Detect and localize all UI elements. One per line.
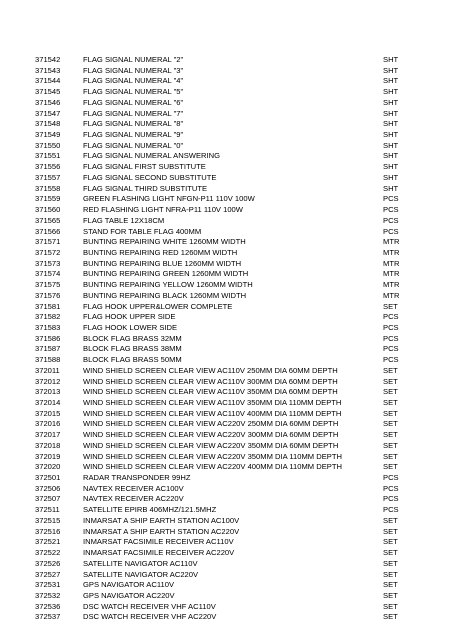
item-description: BLOCK FLAG BRASS 38MM [83, 344, 182, 354]
item-code: 371586 [35, 333, 61, 343]
item-unit: PCS [383, 194, 399, 204]
table-row [35, 216, 413, 227]
item-code: 372536 [35, 601, 61, 611]
table-row [35, 302, 413, 313]
item-description: WIND SHIELD SCREEN CLEAR VIEW AC220V 300MM DIA 60MM DEPTH [83, 430, 339, 440]
item-unit: PCS [383, 226, 399, 236]
item-description: WIND SHIELD SCREEN CLEAR VIEW AC110V 350MM DIA 60MM DEPTH [83, 387, 338, 397]
item-code: 371559 [35, 194, 61, 204]
item-unit: PCS [383, 322, 399, 332]
item-description: FLAG SIGNAL NUMERAL "3" [83, 65, 184, 75]
table-row [35, 76, 413, 87]
item-code: 371549 [35, 130, 61, 140]
item-code: 372537 [35, 612, 61, 622]
item-unit: SHT [383, 108, 399, 118]
item-unit: MTR [383, 280, 400, 290]
item-unit: PCS [383, 355, 399, 365]
item-unit: SHT [383, 183, 399, 193]
table-row [35, 109, 413, 120]
item-description: FLAG SIGNAL SECOND SUBSTITUTE [83, 172, 217, 182]
item-code: 372526 [35, 558, 61, 568]
item-code: 371558 [35, 183, 61, 193]
table-row [35, 55, 413, 66]
item-description: RED FLASHING LIGHT NFRA-P11 110V 100W [83, 205, 243, 215]
item-unit: PCS [383, 344, 399, 354]
table-row [35, 377, 413, 388]
item-description: SATELLITE EPIRB 406MHZ/121.5MHZ [83, 505, 217, 515]
item-code: 371576 [35, 290, 61, 300]
table-row [35, 505, 413, 516]
table-row [35, 151, 413, 162]
item-code: 371575 [35, 280, 61, 290]
item-code: 372531 [35, 580, 61, 590]
item-unit: SET [383, 419, 398, 429]
item-description: BUNTING REPAIRING GREEN 1260MM WIDTH [83, 269, 249, 279]
item-unit: SET [383, 580, 398, 590]
table-row [35, 559, 413, 570]
item-unit: SET [383, 526, 398, 536]
item-description: INMARSAT A SHIP EARTH STATION AC100V [83, 515, 240, 525]
table-row [35, 430, 413, 441]
table-row [35, 355, 413, 366]
item-description: INMARSAT A SHIP EARTH STATION AC220V [83, 526, 240, 536]
item-code: 371572 [35, 247, 61, 257]
table-row [35, 570, 413, 581]
item-code: 371542 [35, 55, 61, 64]
item-code: 372515 [35, 515, 61, 525]
item-unit: SHT [383, 97, 399, 107]
item-description: WIND SHIELD SCREEN CLEAR VIEW AC110V 300MM DIA 60MM DEPTH [83, 376, 338, 386]
item-description: FLAG SIGNAL NUMERAL "2" [83, 55, 184, 64]
table-row [35, 473, 413, 484]
item-code: 371546 [35, 97, 61, 107]
item-code: 371573 [35, 258, 61, 268]
item-code: 371587 [35, 344, 61, 354]
item-table-body [35, 55, 413, 623]
item-code: 372501 [35, 473, 61, 483]
item-unit: PCS [383, 473, 399, 483]
item-description: BUNTING REPAIRING BLACK 1260MM WIDTH [83, 290, 247, 300]
table-row [35, 494, 413, 505]
item-description: SATELLITE NAVIGATOR AC220V [83, 569, 199, 579]
item-code: 372018 [35, 440, 61, 450]
item-description: FLAG SIGNAL NUMERAL "5" [83, 87, 184, 97]
item-code: 371548 [35, 119, 61, 129]
item-unit: SHT [383, 151, 399, 161]
table-row [35, 162, 413, 173]
table-row [35, 591, 413, 602]
table-row [35, 527, 413, 538]
item-description: WIND SHIELD SCREEN CLEAR VIEW AC220V 350MM DIA 60MM DEPTH [83, 440, 339, 450]
item-unit: SET [383, 537, 398, 547]
item-unit: PCS [383, 215, 399, 225]
item-unit: SET [383, 601, 398, 611]
item-description: FLAG SIGNAL NUMERAL ANSWERING [83, 151, 220, 161]
item-description: RADAR TRANSPONDER 99HZ [83, 473, 191, 483]
item-description: WIND SHIELD SCREEN CLEAR VIEW AC220V 350MM DIA 110MM DEPTH [83, 451, 342, 461]
item-unit: SET [383, 440, 398, 450]
item-unit: PCS [383, 483, 399, 493]
item-unit: SHT [383, 140, 399, 150]
table-row [35, 312, 413, 323]
item-description: INMARSAT FACSIMILE RECEIVER AC220V [83, 548, 235, 558]
table-row [35, 291, 413, 302]
table-row [35, 398, 413, 409]
item-unit: PCS [383, 494, 399, 504]
item-unit: SET [383, 548, 398, 558]
table-row [35, 537, 413, 548]
item-code: 372521 [35, 537, 61, 547]
item-description: FLAG TABLE 12X18CM [83, 215, 165, 225]
item-code: 371581 [35, 301, 61, 311]
item-description: SATELLITE NAVIGATOR AC110V [83, 558, 198, 568]
item-description: DSC WATCH RECEIVER VHF AC220V [83, 612, 217, 622]
item-description: WIND SHIELD SCREEN CLEAR VIEW AC220V 400MM DIA 110MM DEPTH [83, 462, 342, 472]
item-description: FLAG SIGNAL NUMERAL "9" [83, 130, 184, 140]
item-unit: SET [383, 612, 398, 622]
table-row [35, 141, 413, 152]
item-table [35, 55, 413, 623]
item-code: 371571 [35, 237, 61, 247]
item-code: 371543 [35, 65, 61, 75]
item-unit: SHT [383, 65, 399, 75]
item-code: 371566 [35, 226, 61, 236]
item-description: WIND SHIELD SCREEN CLEAR VIEW AC110V 250MM DIA 60MM DEPTH [83, 365, 338, 375]
item-description: FLAG SIGNAL THIRD SUBSTITUTE [83, 183, 208, 193]
item-unit: PCS [383, 205, 399, 215]
item-description: GREEN FLASHING LIGHT NFGN-P11 110V 100W [83, 194, 255, 204]
table-row [35, 323, 413, 334]
table-row [35, 334, 413, 345]
table-row [35, 87, 413, 98]
item-description: BUNTING REPAIRING WHITE 1260MM WIDTH [83, 237, 246, 247]
table-row [35, 441, 413, 452]
item-code: 371545 [35, 87, 61, 97]
table-row [35, 173, 413, 184]
item-code: 372011 [35, 365, 60, 375]
item-unit: MTR [383, 237, 400, 247]
item-description: WIND SHIELD SCREEN CLEAR VIEW AC110V 350MM DIA 110MM DEPTH [83, 398, 342, 407]
item-code: 371550 [35, 140, 61, 150]
table-row [35, 119, 413, 130]
table-row [35, 516, 413, 527]
item-code: 372532 [35, 590, 61, 600]
table-row [35, 366, 413, 377]
item-unit: SHT [383, 172, 399, 182]
item-description: FLAG SIGNAL NUMERAL "6" [83, 97, 184, 107]
item-description: BUNTING REPAIRING BLUE 1260MM WIDTH [83, 258, 242, 268]
item-description: BUNTING REPAIRING RED 1260MM WIDTH [83, 247, 238, 257]
table-row [35, 344, 413, 355]
item-description: GPS NAVIGATOR AC110V [83, 580, 175, 590]
item-unit: MTR [383, 247, 400, 257]
item-code: 372507 [35, 494, 61, 504]
table-row [35, 248, 413, 259]
item-code: 371583 [35, 322, 61, 332]
item-unit: SET [383, 590, 398, 600]
table-row [35, 130, 413, 141]
table-row [35, 66, 413, 77]
table-row [35, 269, 413, 280]
item-description: FLAG HOOK UPPER SIDE [83, 312, 176, 322]
item-description: BUNTING REPAIRING YELLOW 1260MM WIDTH [83, 280, 253, 290]
table-row [35, 259, 413, 270]
table-row [35, 205, 413, 216]
table-row [35, 227, 413, 238]
table-row [35, 462, 413, 473]
item-description: BLOCK FLAG BRASS 50MM [83, 355, 182, 365]
table-row [35, 548, 413, 559]
item-unit: SET [383, 301, 398, 311]
item-code: 371557 [35, 172, 61, 182]
table-row [35, 580, 413, 591]
item-code: 372014 [35, 398, 61, 407]
item-unit: MTR [383, 290, 400, 300]
item-unit: SET [383, 515, 398, 525]
item-code: 372019 [35, 451, 61, 461]
item-unit: MTR [383, 258, 400, 268]
table-row [35, 419, 413, 430]
item-unit: SHT [383, 55, 399, 64]
item-description: DSC WATCH RECEIVER VHF AC110V [83, 601, 216, 611]
item-unit: SET [383, 376, 398, 386]
item-code: 371556 [35, 162, 61, 172]
item-unit: SHT [383, 130, 399, 140]
item-unit: SHT [383, 87, 399, 97]
item-description: INMARSAT FACSIMILE RECEIVER AC110V [83, 537, 234, 547]
item-unit: SET [383, 387, 398, 397]
item-description: GPS NAVIGATOR AC220V [83, 590, 175, 600]
item-description: FLAG HOOK LOWER SIDE [83, 322, 178, 332]
item-description: WIND SHIELD SCREEN CLEAR VIEW AC110V 400MM DIA 110MM DEPTH [83, 408, 342, 418]
item-unit: SHT [383, 76, 399, 86]
item-code: 372527 [35, 569, 61, 579]
table-row [35, 484, 413, 495]
item-unit: SET [383, 462, 398, 472]
item-description: FLAG SIGNAL NUMERAL "4" [83, 76, 184, 86]
item-unit: PCS [383, 505, 399, 515]
item-unit: SET [383, 451, 398, 461]
table-row [35, 602, 413, 613]
item-unit: SET [383, 408, 398, 418]
item-code: 371582 [35, 312, 61, 322]
item-description: FLAG SIGNAL NUMERAL "7" [83, 108, 184, 118]
item-unit: SHT [383, 162, 399, 172]
item-code: 371574 [35, 269, 61, 279]
item-code: 372012 [35, 376, 61, 386]
table-row [35, 194, 413, 205]
table-row [35, 237, 413, 248]
table-row [35, 184, 413, 195]
item-code: 372017 [35, 430, 61, 440]
item-description: FLAG SIGNAL NUMERAL "0" [83, 140, 184, 150]
item-description: STAND FOR TABLE FLAG 400MM [83, 226, 202, 236]
item-code: 371547 [35, 108, 61, 118]
item-code: 371560 [35, 205, 61, 215]
table-row [35, 452, 413, 463]
item-description: NAVTEX RECEIVER AC220V [83, 494, 184, 504]
item-unit: SET [383, 569, 398, 579]
item-unit: SET [383, 365, 398, 375]
item-code: 372016 [35, 419, 61, 429]
item-unit: PCS [383, 312, 399, 322]
item-code: 371588 [35, 355, 61, 365]
item-description: NAVTEX RECEIVER AC100V [83, 483, 184, 493]
item-description: FLAG SIGNAL FIRST SUBSTITUTE [83, 162, 206, 172]
table-row [35, 280, 413, 291]
table-row [35, 98, 413, 109]
item-code: 371565 [35, 215, 61, 225]
item-code: 372015 [35, 408, 61, 418]
item-code: 372516 [35, 526, 61, 536]
item-description: WIND SHIELD SCREEN CLEAR VIEW AC220V 250MM DIA 60MM DEPTH [83, 419, 339, 429]
item-code: 372020 [35, 462, 61, 472]
table-row [35, 612, 413, 623]
item-code: 372013 [35, 387, 61, 397]
item-code: 371551 [35, 151, 61, 161]
item-unit: SHT [383, 119, 399, 129]
item-description: BLOCK FLAG BRASS 32MM [83, 333, 182, 343]
item-unit: SET [383, 430, 398, 440]
item-code: 371544 [35, 76, 61, 86]
item-code: 372522 [35, 548, 61, 558]
item-unit: SET [383, 398, 398, 407]
item-unit: SET [383, 558, 398, 568]
item-unit: PCS [383, 333, 399, 343]
item-description: FLAG SIGNAL NUMERAL "8" [83, 119, 184, 129]
item-code: 372506 [35, 483, 61, 493]
item-description: FLAG HOOK UPPER&LOWER COMPLETE [83, 301, 233, 311]
item-code: 372511 [35, 505, 60, 515]
table-row [35, 387, 413, 398]
table-row [35, 409, 413, 420]
item-unit: MTR [383, 269, 400, 279]
